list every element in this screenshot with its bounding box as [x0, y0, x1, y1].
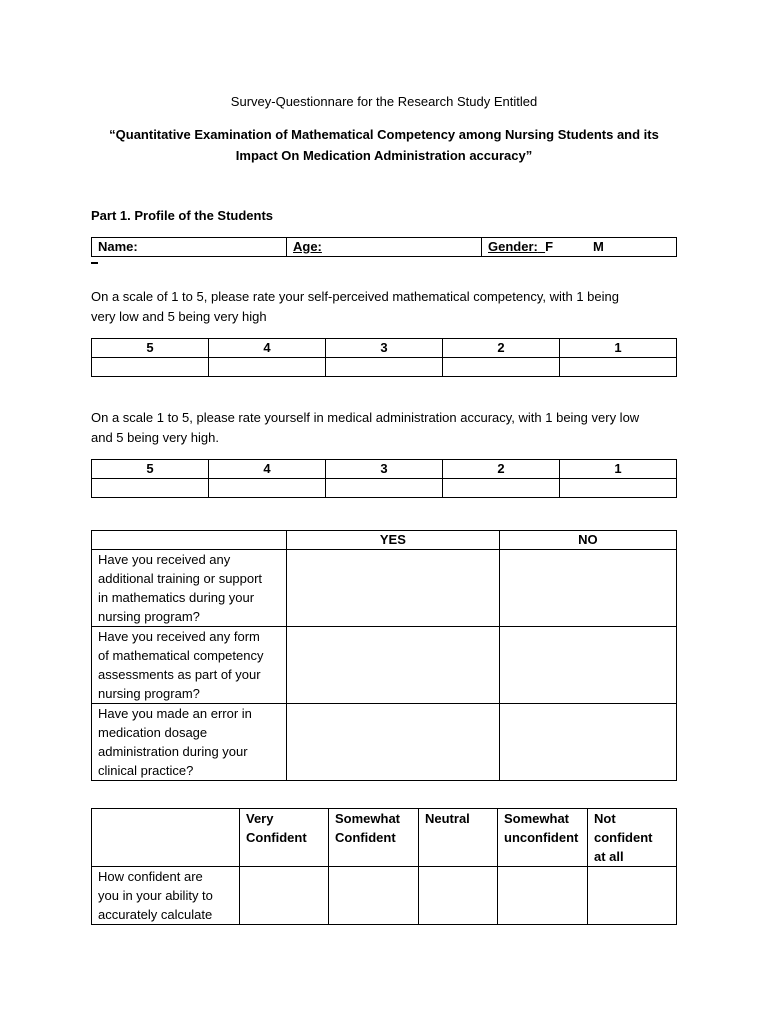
yes-header: YES: [287, 531, 500, 550]
scale-answer-cell[interactable]: [560, 358, 677, 377]
gender-option-m[interactable]: M: [593, 239, 604, 254]
math-rating-scale: [91, 338, 677, 377]
no-header: NO: [499, 531, 676, 550]
question-text-line: in mathematics during your: [98, 590, 255, 605]
not-confident-header: [588, 809, 677, 867]
conf-answer-cell[interactable]: [498, 867, 588, 925]
age-label: Age:: [293, 239, 322, 254]
scale-answer-cell[interactable]: [92, 479, 209, 498]
conf-answer-cell[interactable]: [588, 867, 677, 925]
header-line: confident: [594, 830, 653, 845]
name-label: Name:: [98, 239, 138, 254]
math-question-line-1: On a scale of 1 to 5, please rate your self-perceived mathematical competency, with 1 being: [91, 289, 619, 304]
scale-label: 5: [92, 460, 209, 479]
scale-answer-cell[interactable]: [209, 358, 326, 377]
scale-label: 3: [326, 460, 443, 479]
name-cell[interactable]: [92, 238, 287, 257]
conf-answer-cell[interactable]: [419, 867, 498, 925]
question-text-line: of mathematical competency: [98, 648, 264, 663]
document-title: [60, 124, 708, 166]
scale-label: 1: [560, 460, 677, 479]
age-cell[interactable]: [287, 238, 482, 257]
question-text-line: you in your ability to: [98, 888, 213, 903]
gender-option-f[interactable]: F: [545, 239, 554, 254]
admin-question-line-2: and 5 being very high.: [91, 430, 219, 445]
header-line: Somewhat: [335, 811, 401, 826]
header-line: Confident: [335, 830, 396, 845]
neutral-header: [419, 809, 498, 867]
yes-answer-cell[interactable]: [287, 627, 500, 704]
yn-question-cell: [92, 550, 287, 627]
yn-question-cell: [92, 627, 287, 704]
underline-mark: [91, 262, 98, 264]
scale-label: 2: [443, 460, 560, 479]
part1-heading: Part 1. Profile of the Students: [91, 208, 274, 223]
header-line: at all: [594, 849, 624, 864]
document-subtitle: Survey-Questionnare for the Research Study Entitled: [230, 94, 538, 109]
gender-cell[interactable]: [482, 238, 677, 257]
admin-rating-scale: [91, 459, 677, 498]
somewhat-unconfident-header: [498, 809, 588, 867]
scale-label: 1: [560, 339, 677, 358]
header-line: Very: [246, 811, 274, 826]
scale-answer-cell[interactable]: [92, 358, 209, 377]
question-text-line: How confident are: [98, 869, 203, 884]
question-text-line: medication dosage: [98, 725, 208, 740]
math-question-line-2: very low and 5 being very high: [91, 309, 267, 324]
gender-label: Gender:: [488, 239, 538, 254]
scale-answer-cell[interactable]: [443, 358, 560, 377]
admin-question-line-1: On a scale 1 to 5, please rate yourself in medical administration accuracy, with 1 being very low: [91, 410, 640, 425]
scale-label: 5: [92, 339, 209, 358]
yn-question-cell: [92, 704, 287, 781]
question-text-line: administration during your: [98, 744, 248, 759]
scale-label: 4: [209, 460, 326, 479]
question-text-line: accurately calculate: [98, 907, 213, 922]
yn-header-blank: [92, 531, 287, 550]
conf-answer-cell[interactable]: [240, 867, 329, 925]
header-line: Somewhat: [504, 811, 570, 826]
scale-answer-cell[interactable]: [443, 479, 560, 498]
title-line-1: “Quantitative Examination of Mathematical Competency among Nursing Students and its: [109, 127, 659, 142]
no-answer-cell[interactable]: [499, 550, 676, 627]
header-line: Not: [594, 811, 616, 826]
admin-accuracy-question: [91, 408, 681, 448]
somewhat-confident-header: [329, 809, 419, 867]
scale-label: 4: [209, 339, 326, 358]
question-text-line: nursing program?: [98, 686, 200, 701]
question-text-line: Have you made an error in: [98, 706, 252, 721]
yes-no-table: [91, 530, 677, 781]
question-text-line: clinical practice?: [98, 763, 194, 778]
very-confident-header: [240, 809, 329, 867]
conf-question-cell: [92, 867, 240, 925]
math-competency-question: [91, 287, 681, 327]
yes-answer-cell[interactable]: [287, 550, 500, 627]
question-text-line: additional training or support: [98, 571, 263, 586]
title-line-2: Impact On Medication Administration accuracy”: [235, 148, 533, 163]
question-text-line: assessments as part of your: [98, 667, 261, 682]
scale-answer-cell[interactable]: [209, 479, 326, 498]
confidence-table: [91, 808, 677, 925]
scale-answer-cell[interactable]: [326, 479, 443, 498]
header-line: unconfident: [504, 830, 579, 845]
scale-label: 2: [443, 339, 560, 358]
header-line: Neutral: [425, 811, 470, 826]
conf-header-blank: [92, 809, 240, 867]
yes-answer-cell[interactable]: [287, 704, 500, 781]
no-answer-cell[interactable]: [499, 627, 676, 704]
scale-answer-cell[interactable]: [560, 479, 677, 498]
question-text-line: Have you received any: [98, 552, 231, 567]
conf-answer-cell[interactable]: [329, 867, 419, 925]
profile-table: [91, 237, 677, 257]
header-line: Confident: [246, 830, 307, 845]
question-text-line: nursing program?: [98, 609, 200, 624]
no-answer-cell[interactable]: [499, 704, 676, 781]
question-text-line: Have you received any form: [98, 629, 260, 644]
scale-label: 3: [326, 339, 443, 358]
scale-answer-cell[interactable]: [326, 358, 443, 377]
